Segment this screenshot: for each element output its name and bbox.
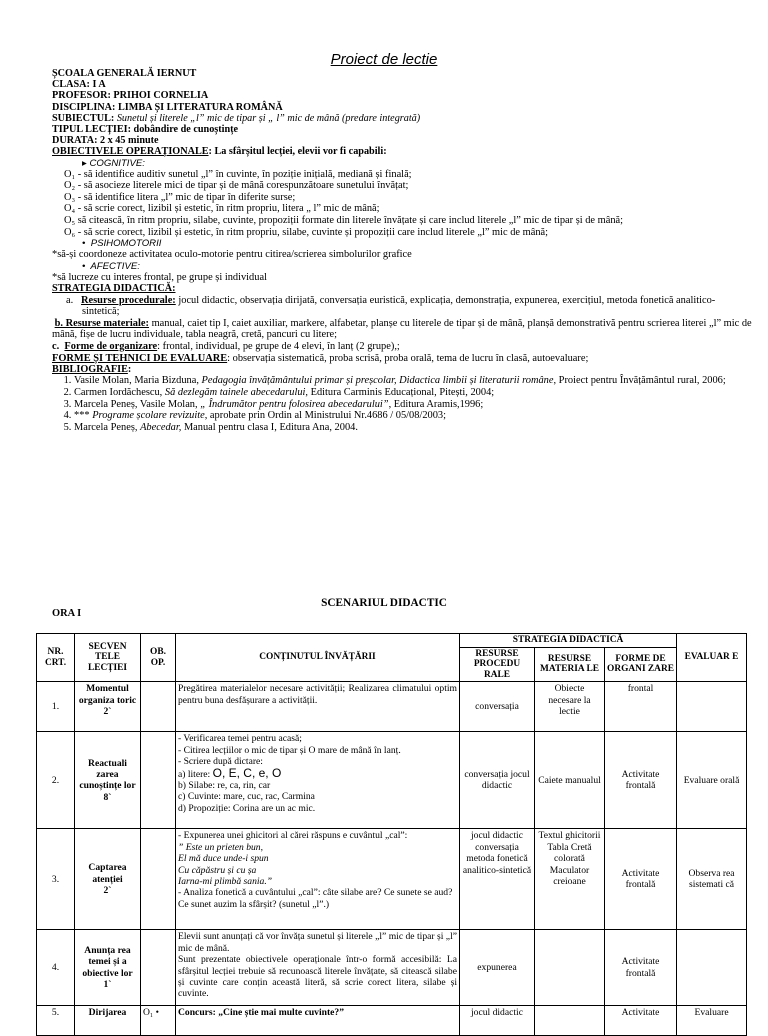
- header-materials: RESURSE MATERIA LE: [535, 647, 605, 682]
- psychomotor-heading: [82, 238, 752, 249]
- row-objective: [141, 682, 176, 732]
- row-sequence: Momentul organiza toric 2`: [75, 682, 141, 732]
- bibliography-item: 4. *** Programe școlare revizuite, aprobate prin Ordin al Ministrului Nr.4686 / 05/08/2003;: [74, 410, 752, 422]
- affective-heading: [82, 261, 752, 272]
- row-objective: [141, 930, 176, 1006]
- row-materials: Caiete manualul: [535, 732, 605, 829]
- psychomotor-heading-text: PSIHOMOTORII: [90, 238, 162, 250]
- row-procedural: conversația jocul didactic: [460, 732, 535, 829]
- objective-o5: O₅ să citească, în ritm propriu, silabe, cuvinte, propoziții formate din literele învățate și care includ literele „l” mic de tipar și de mână;: [64, 215, 624, 226]
- row-sequence: Captarea atenției 2`: [75, 829, 141, 930]
- strategy-item-c-label: Forme de organizare: [64, 340, 158, 352]
- row-content: - Verificarea temei pentru acasă; - Citirea lecțiilor o mic de tipar și O mare de mână în lanț. - Scriere după dictare: a) litere: O, E, C, e, O b) Silabe: re, ca, rin, car c) Cuvinte: mare, cuc, rac, Carmina d) Propoziție: Corina are un ac mic.: [176, 732, 460, 829]
- row-materials: [535, 1006, 605, 1036]
- evaluation-forms-text: : observația sistematică, proba scrisă, proba orală, tema de lucru în clasă, autoevaluare;: [227, 352, 589, 364]
- row-forms: Activitate frontală: [605, 930, 677, 1006]
- lesson-scenario-table: [36, 633, 747, 1036]
- cognitive-heading-text: COGNITIVE:: [89, 157, 145, 169]
- school-name: ȘCOALA GENERALĂ IERNUT: [52, 68, 197, 79]
- strategy-item-c-text: : frontal, individual, pe grupe de 4 elevi, în lanț (2 grupe),;: [157, 340, 400, 352]
- bibliography-item: 2. Carmen Iordăchescu, Să dezlegăm tainele abecedarului, Editura Carminis Educațional, Pitești, 2004;: [74, 387, 752, 399]
- row-procedural: jocul didactic: [460, 1006, 535, 1036]
- row-number: 1.: [37, 682, 75, 732]
- table-row: [37, 682, 747, 732]
- bibliography-item: 5. Marcela Peneș, Abecedar, Manual pentru clasa I, Editura Ana, 2004.: [74, 422, 752, 434]
- lesson-type-label: TIPUL LECȚIEI:: [52, 124, 134, 136]
- row-sequence: Anunța rea temei și a obiective lor 1`: [75, 930, 141, 1006]
- table-row: [37, 732, 747, 829]
- row-procedural: expunerea: [460, 930, 535, 1006]
- page-title: Proiect de lectie: [330, 51, 438, 68]
- strategy-item-a-text: jocul didactic, observația dirijată, conversația euristică, explicația, demonstrația, expunerea, exercițiul, metoda fonetică analitico-sintetică;: [82, 294, 716, 318]
- row-evaluation: [677, 682, 747, 732]
- objective-o4: O₄ - să scrie corect, lizibil și estetic, în ritm propriu, litera „ l” mic de mână;: [64, 203, 380, 215]
- lesson-header: [52, 68, 752, 433]
- class-line: CLASA: I A: [52, 79, 106, 91]
- discipline-line: DISCIPLINA: LIMBA ȘI LITERATURA ROMÂNĂ: [52, 101, 283, 113]
- row-procedural: conversația: [460, 682, 535, 732]
- evaluation-forms: [52, 353, 752, 365]
- row-materials: Textul ghicitorii Tabla Cretă colorată Maculator creioane: [535, 829, 605, 930]
- row-forms: Activitate frontală: [605, 732, 677, 829]
- bibliography-item: 1. Vasile Molan, Maria Bizduna, Pedagogia învățământului primar și preșcolar, Didactica limbii și literaturii române, Proiect pentru Învățământul rural, 2006;: [74, 375, 752, 387]
- lesson-type-line: [52, 124, 752, 135]
- dot-bullet-icon: •: [82, 238, 86, 250]
- bibliography-colon: :: [127, 364, 132, 376]
- cognitive-heading: [82, 158, 752, 169]
- bibliography-list: [52, 375, 752, 433]
- arrow-bullet-icon: ▸: [82, 157, 87, 169]
- objective-o2: O₂ - să asocieze literele mici de tipar și de mână corespunzătoare sunetului învățat;: [64, 180, 409, 192]
- row-forms: Activitate: [605, 1006, 677, 1036]
- row-materials: Obiecte necesare la lectie: [535, 682, 605, 732]
- objective-o1: O₁ - să identifice auditiv sunetul „l” în cuvinte, în poziție inițială, mediană și finală;: [64, 168, 412, 180]
- psychomotor-objective: *să-și coordoneze activitatea oculo-motorie pentru citirea/scrierea simbolurilor grafice: [52, 249, 412, 261]
- row-forms: frontal: [605, 682, 677, 732]
- objectives-intro: : La sfârșitul lecției, elevii vor fi capabili:: [208, 146, 387, 158]
- header-content: CONȚINUTUL ÎNVĂȚĂRII: [176, 634, 460, 682]
- row-procedural: jocul didactic conversația metoda fonetică analitico-sintetică: [460, 829, 535, 930]
- row-materials: [535, 930, 605, 1006]
- strategy-item-b: [52, 318, 752, 341]
- row-evaluation: [677, 930, 747, 1006]
- hour-label: ORA I: [52, 608, 82, 619]
- table-row: [37, 829, 747, 930]
- row-number: 2.: [37, 732, 75, 829]
- table-header-row: [37, 634, 747, 648]
- strategy-item-a-marker: a.: [66, 294, 74, 306]
- row-number: 5.: [37, 1006, 75, 1036]
- row-sequence: Reactuali zarea cunoștințe lor 8`: [75, 732, 141, 829]
- affective-objective: *să lucreze cu interes frontal, pe grupe și individual: [52, 271, 267, 283]
- objective-o6: O₆ - să scrie corect, lizibil și estetic, în ritm propriu, silabe, cuvinte și propoziții care includ literele „l” mic de mână;: [64, 226, 549, 238]
- bibliography-heading-text: BIBLIOGRAFIE: [52, 364, 128, 376]
- header-sequences: SECVEN TELE LECȚIEI: [75, 634, 141, 682]
- table-row: [37, 1006, 747, 1036]
- strategy-item-a-label: Resurse procedurale:: [81, 294, 176, 306]
- row-content: Elevii sunt anunțați că vor învăța sunetul și literele „l” mic de tipar și „l” mic de mână. Sunt prezentate obiectivele operaționale într-o formă accesibilă: La sfârșitul lecției trebuie să recunoască literele învățate, să citească silabe și cuvinte care conțin această literă, să scrie corect litera, silabe și cuvinte.: [176, 930, 460, 1006]
- affective-heading-text: AFECTIVE:: [90, 260, 140, 272]
- header-evaluation: EVALUAR E: [677, 634, 747, 682]
- row-objective: [141, 829, 176, 930]
- bibliography-heading: [52, 364, 752, 375]
- table-row: [37, 930, 747, 1006]
- subject-value: Sunetul și literele „l” mic de tipar și „ l” mic de mână (predare integrată): [114, 112, 421, 124]
- objective-o3: O₃ - să identifice litera „l” mic de tipar în diferite surse;: [64, 191, 296, 203]
- row-content: Concurs: „Cine știe mai multe cuvinte?”: [176, 1006, 460, 1036]
- header-objectives: OB. OP.: [141, 634, 176, 682]
- teacher-line: PROFESOR: PRIHOI CORNELIA: [52, 90, 209, 102]
- strategy-item-b-text: manual, caiet tip I, caiet auxiliar, markere, alfabetar, planșe cu literele de tipar și de mână, planșă demonstrativă pentru scrierea literei „l” mic de mână, fișe de lucru individuale, tabla neagră, cretă, pancuri cu litere;: [52, 317, 752, 341]
- row-number: 4.: [37, 930, 75, 1006]
- strategy-heading: STRATEGIA DIDACTICĂ:: [52, 283, 176, 295]
- header-strategy: STRATEGIA DIDACTICĂ: [460, 634, 677, 648]
- row-evaluation: Observa rea sistemati că: [677, 829, 747, 930]
- row-forms: Activitate frontală: [605, 829, 677, 930]
- objectives-label: OBIECTIVELE OPERAȚIONALE: [52, 146, 209, 158]
- evaluation-forms-label: FORME ȘI TEHNICI DE EVALUARE: [52, 352, 228, 364]
- bibliography-item: 3. Marcela Peneș, Vasile Molan, „ Îndrumător pentru folosirea abecedarului”, Editura Aramis,1996;: [74, 399, 752, 411]
- row-evaluation: Evaluare orală: [677, 732, 747, 829]
- scenario-title: SCENARIUL DIDACTIC: [321, 597, 447, 609]
- duration-line: DURATA: 2 x 45 minute: [52, 135, 159, 147]
- strategy-item-c-marker: c.: [52, 340, 60, 352]
- row-content: Pregătirea materialelor necesare activității; Realizarea climatului optim pentru buna desfășurare a activității.: [176, 682, 460, 732]
- row-number: 3.: [37, 829, 75, 930]
- dot-bullet-icon: •: [82, 260, 86, 272]
- subject-label: SUBIECTUL:: [52, 112, 115, 124]
- row-evaluation: Evaluare: [677, 1006, 747, 1036]
- strategy-item-b-label: b. Resurse materiale:: [54, 317, 149, 329]
- strategy-item-c: [52, 341, 752, 353]
- objectives-line: [52, 146, 752, 157]
- header-nr: NR. CRT.: [37, 634, 75, 682]
- lesson-type-value: dobândire de cunoștințe: [133, 124, 239, 136]
- row-sequence: Dirijarea: [75, 1006, 141, 1036]
- row-objective: O₁ •: [141, 1006, 176, 1036]
- header-forms: FORME DE ORGANI ZARE: [605, 647, 677, 682]
- row-content: - Expunerea unei ghicitori al cărei răspuns e cuvântul „cal”: ” Este un prieten bun, El mă duce unde-i spun Cu căpăstru și cu șa Iarna-mi plimbă sania.” - Analiza fonetică a cuvântului „cal”: câte silabe are? Ce sunete se aud? Ce sunet auzim la sfârșit? (sunetul „l”.): [176, 829, 460, 930]
- subject-line: [52, 113, 752, 124]
- row-objective: [141, 732, 176, 829]
- strategy-item-a: [66, 295, 752, 318]
- header-procedural: RESURSE PROCEDU RALE: [460, 647, 535, 682]
